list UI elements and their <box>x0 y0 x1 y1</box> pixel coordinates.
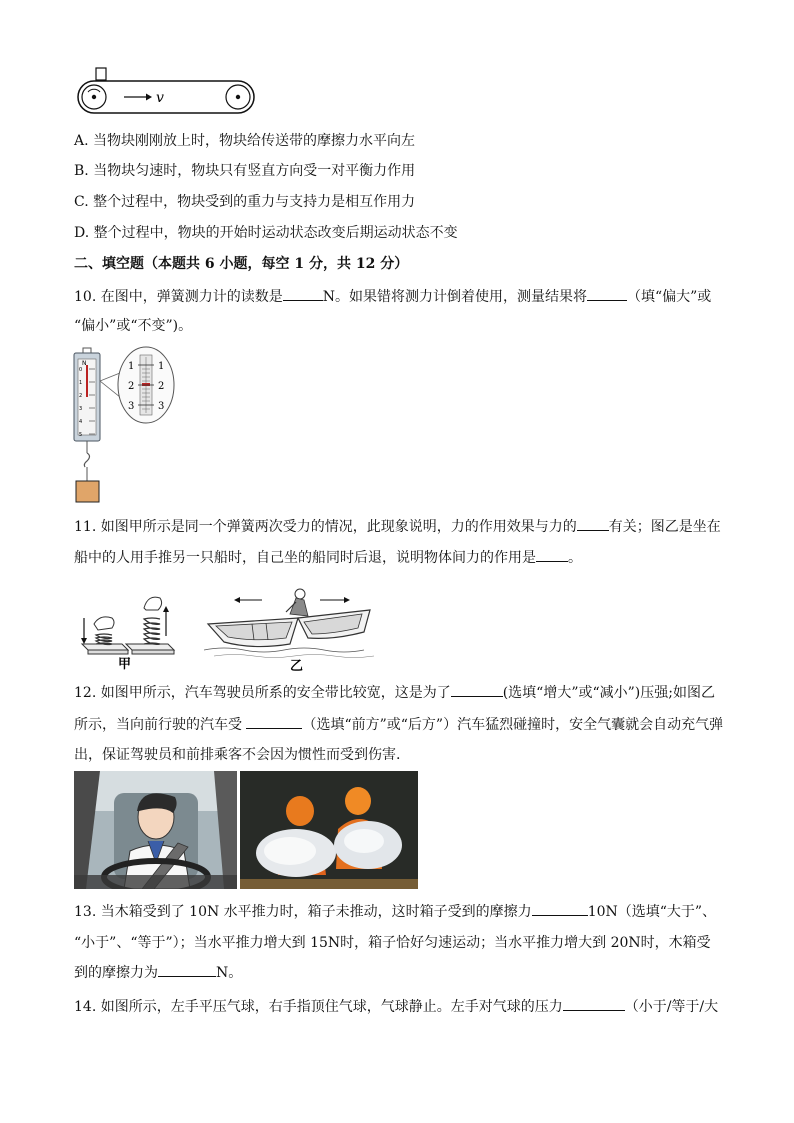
zoom-tick-label: 2 <box>128 381 135 392</box>
answer-blank[interactable] <box>158 962 216 977</box>
scale-tick-label: 3 <box>79 406 83 412</box>
question-14-line-1: 14. 如图所示，左手平压气球，右手指顶住气球，气球静止。左手对气球的压力 （小于/等于/大 <box>74 996 718 1017</box>
answer-blank[interactable] <box>587 286 627 301</box>
question-13-line-3: 到的摩擦力为 N。 <box>74 962 242 983</box>
question-11-line-2: 船中的人用手推另一只船时，自己坐的船同时后退，说明物体间力的作用是 。 <box>74 547 582 568</box>
section-title: 二、填空题（本题共 6 小题，每空 1 分，共 12 分） <box>74 256 409 272</box>
answer-blank[interactable] <box>563 996 625 1011</box>
zoom-tick-label: 3 <box>158 401 165 412</box>
question-12-line-1: 12. 如图甲所示，汽车驾驶员所系的安全带比较宽，这是为了 (选填“增大”或“减小”)压强;如图乙 <box>74 682 715 703</box>
label-yi: 乙 <box>290 659 304 672</box>
question-13-line-1: 13. 当木箱受到了 10N 水平推力时，箱子未推动，这时箱子受到的摩擦力 10N（选填“大于”、 <box>74 901 716 922</box>
scale-tick-label: 2 <box>79 393 83 399</box>
velocity-label: v <box>156 90 164 106</box>
hanging-block <box>76 481 99 502</box>
airbag-crash-photo <box>240 771 418 889</box>
block-on-belt <box>96 68 106 80</box>
answer-blank[interactable] <box>283 286 323 301</box>
question-12-line-3: 出，保证驾驶员和前排乘客不会因为惯性而受到伤害. <box>74 747 401 763</box>
answer-blank[interactable] <box>536 547 568 562</box>
driver-seatbelt-photo <box>74 771 237 889</box>
zoom-tick-label: 1 <box>158 361 165 372</box>
answer-blank[interactable] <box>451 682 503 697</box>
question-10-line-2: “偏小”或“不变”)。 <box>74 318 193 334</box>
zoom-tick-label: 2 <box>158 381 165 392</box>
question-10-line-1: 10. 在图中，弹簧测力计的读数是 N。如果错将测力计倒着使用，测量结果将 （填“偏大”或 <box>74 286 711 307</box>
option-d: D. 整个过程中，物块的开始时运动状态改变后期运动状态不变 <box>74 225 458 241</box>
conveyor-belt-figure <box>72 66 262 118</box>
scale-unit: N <box>82 360 87 367</box>
zoom-tick-label: 1 <box>128 361 135 372</box>
scale-tick-label: 5 <box>79 432 83 438</box>
springs-figure-jia <box>74 578 184 670</box>
question-13-line-2: “小于”、“等于”）；当水平推力增大到 15N时，箱子恰好匀速运动；当水平推力增大到 20N时，木箱受 <box>74 935 711 951</box>
boats-figure-yi <box>204 580 380 672</box>
zoom-tick-label: 3 <box>128 401 135 412</box>
spring-scale-figure <box>70 345 180 507</box>
option-a: A. 当物块刚刚放上时，物块给传送带的摩擦力水平向左 <box>74 133 416 149</box>
answer-blank[interactable] <box>577 516 609 531</box>
question-11-line-1: 11. 如图甲所示是同一个弹簧两次受力的情况，此现象说明，力的作用效果与力的 有关；图乙是坐在 <box>74 516 721 537</box>
label-jia: 甲 <box>118 657 132 670</box>
answer-blank[interactable] <box>246 714 302 729</box>
scale-tick-label: 1 <box>79 380 83 386</box>
answer-blank[interactable] <box>532 901 588 916</box>
option-c: C. 整个过程中，物块受到的重力与支持力是相互作用力 <box>74 194 416 210</box>
scale-tick-label: 4 <box>79 419 83 425</box>
scale-tick-label: 0 <box>79 367 83 373</box>
question-12-line-2: 所示，当向前行驶的汽车受 （选填“前方”或“后方”）汽车猛烈碰撞时，安全气囊就会自动充气弹 <box>74 714 723 735</box>
belt-loop <box>78 81 254 113</box>
option-b: B. 当物块匀速时，物块只有竖直方向受一对平衡力作用 <box>74 163 416 179</box>
